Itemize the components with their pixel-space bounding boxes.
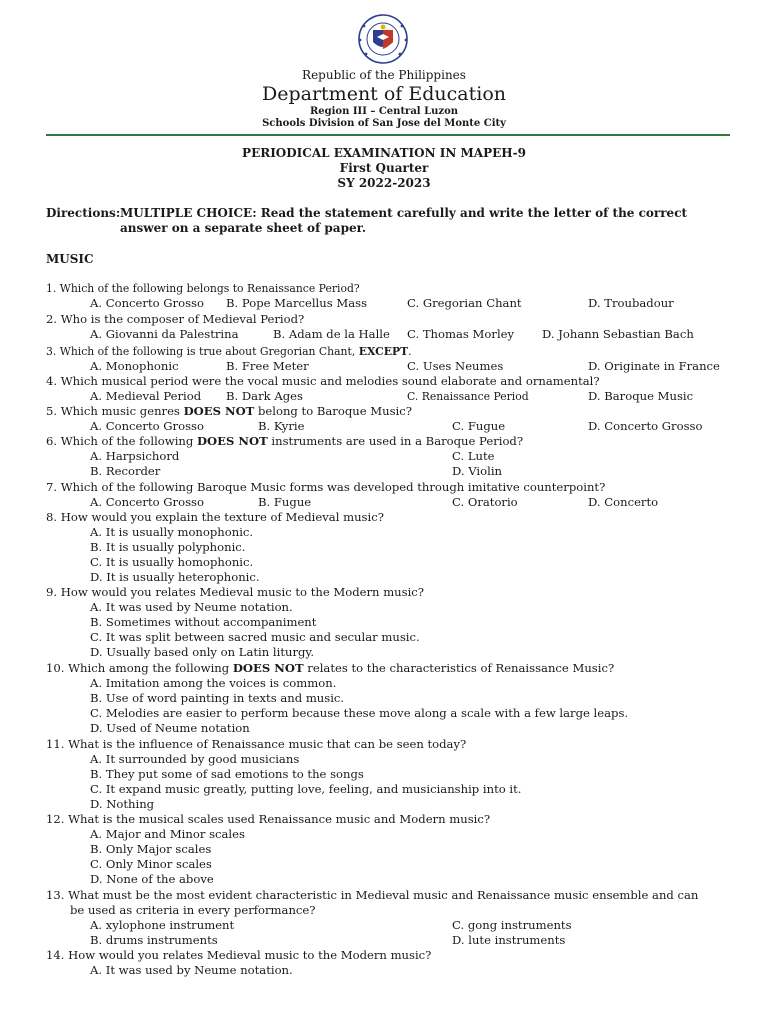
question-13: 13. What must be the most evident characteristic in Medieval music and Renaissance music ensemble and can [46,888,699,902]
q8-option-b: B. It is usually polyphonic. [90,540,246,554]
q4-option-a: A. Medieval Period [90,389,202,403]
directions-line-1 [46,206,687,220]
q3-text: 3. Which of the following is true about Gregorian Chant, [46,345,359,358]
q7-option-d: D. Concerto [588,495,659,509]
q8-option-c: C. It is usually homophonic. [90,555,254,569]
question-11: 11. What is the influence of Renaissance music that can be seen today? [46,737,467,751]
q10-text: 10. Which among the following [46,661,233,675]
q12-option-b: B. Only Major scales [90,842,212,856]
q5-option-d: D. Concerto Grosso [588,419,703,433]
q2-option-b: B. Adam de la Halle [273,327,390,341]
question-2: 2. Who is the composer of Medieval Period? [46,312,305,326]
deped-seal-logo [346,14,420,64]
q10-option-a: A. Imitation among the voices is common. [90,676,337,690]
q5-option-b: B. Kyrie [258,419,305,433]
q14-option-a: A. It was used by Neume notation. [90,963,293,977]
department-title: Department of Education [262,83,506,105]
question-8: 8. How would you explain the texture of Medieval music? [46,510,384,524]
q8-option-d: D. It is usually heterophonic. [90,570,260,584]
q1-option-b: B. Pope Marcellus Mass [226,296,368,310]
q1-option-c: C. Gregorian Chant [407,296,522,310]
q8-option-a: A. It is usually monophonic. [90,525,254,539]
question-7: 7. Which of the following Baroque Music forms was developed through imitative counterpoint? [46,480,606,494]
q5-emphasis: DOES NOT [183,404,255,418]
republic-line: Republic of the Philippines [302,68,466,82]
q6-end: instruments are used in a Baroque Period? [267,434,524,448]
q3-emphasis: EXCEPT [358,345,409,358]
q13-option-a: A. xylophone instrument [90,918,235,932]
q3-option-b: B. Free Meter [226,359,309,373]
q13-option-d: D. lute instruments [452,933,566,947]
question-3 [46,344,412,359]
q5-option-a: A. Concerto Grosso [90,419,204,433]
q2-option-d: D. Johann Sebastian Bach [542,327,694,341]
q6-emphasis: DOES NOT [197,434,268,448]
q3-option-a: A. Monophonic [90,359,179,373]
exam-title: PERIODICAL EXAMINATION IN MAPEH-9 [242,146,526,160]
q7-option-c: C. Oratorio [452,495,518,509]
q6-option-c: C. Lute [452,449,495,463]
question-1: 1. Which of the following belongs to Renaissance Period? [46,282,360,295]
question-9: 9. How would you relates Medieval music to the Modern music? [46,585,425,599]
q10-option-c: C. Melodies are easier to perform because these move along a scale with a few large leaps. [90,706,629,720]
region-line: Region III – Central Luzon [309,106,459,117]
q7-option-a: A. Concerto Grosso [90,495,204,509]
q10-end: relates to the characteristics of Renaissance Music? [303,661,615,675]
q2-option-a: A. Giovanni da Palestrina [90,327,239,341]
question-10 [46,661,614,676]
q12-option-d: D. None of the above [90,872,214,886]
q11-option-d: D. Nothing [90,797,155,811]
question-12: 12. What is the musical scales used Renaissance music and Modern music? [46,812,491,826]
exam-quarter: First Quarter [339,161,429,175]
question-4: 4. Which musical period were the vocal music and melodies sound elaborate and ornamental? [46,374,600,388]
q1-option-a: A. Concerto Grosso [90,296,204,310]
q5-end: belong to Baroque Music? [254,404,412,418]
q6-option-b: B. Recorder [90,464,161,478]
q12-option-c: C. Only Minor scales [90,857,212,871]
q6-option-a: A. Harpsichord [90,449,180,463]
question-13-continued: be used as criteria in every performance? [70,903,316,917]
directions-label: Directions: [46,206,121,220]
q11-option-c: C. It expand music greatly, putting love, feeling, and musicianship into it. [90,782,522,796]
q6-option-d: D. Violin [452,464,502,478]
q12-option-a: A. Major and Minor scales [90,827,245,841]
question-5 [46,404,412,419]
q9-option-c: C. It was split between sacred music and secular music. [90,630,420,644]
q10-emphasis: DOES NOT [232,661,304,675]
q11-option-a: A. It surrounded by good musicians [90,752,300,766]
q11-option-b: B. They put some of sad emotions to the songs [90,767,364,781]
q6-text: 6. Which of the following [46,434,197,448]
question-6 [46,434,523,449]
school-year: SY 2022-2023 [337,176,431,190]
q4-option-d: D. Baroque Music [588,389,694,403]
q10-option-d: D. Used of Neume notation [90,721,250,735]
q10-option-b: B. Use of word painting in texts and music. [90,691,345,705]
q1-option-d: D. Troubadour [588,296,674,310]
header-divider [46,134,730,136]
q5-option-c: C. Fugue [452,419,506,433]
q4-option-c: C. Renaissance Period [407,390,529,403]
q5-text: 5. Which music genres [46,404,184,418]
q13-option-b: B. drums instruments [90,933,218,947]
q9-option-a: A. It was used by Neume notation. [90,600,293,614]
q2-option-c: C. Thomas Morley [407,327,515,341]
q4-option-b: B. Dark Ages [226,389,303,403]
section-heading-music: MUSIC [46,252,94,266]
q7-option-b: B. Fugue [258,495,312,509]
q3-option-d: D. Originate in France [588,359,720,373]
q3-option-c: C. Uses Neumes [407,359,504,373]
q3-end: . [408,345,412,358]
q9-option-b: B. Sometimes without accompaniment [90,615,317,629]
q13-option-c: C. gong instruments [452,918,572,932]
division-line: Schools Division of San Jose del Monte City [262,118,506,129]
directions-text-1: MULTIPLE CHOICE: Read the statement carefully and write the letter of the correct [120,206,688,220]
q9-option-d: D. Usually based only on Latin liturgy. [90,645,315,659]
directions-line-2: answer on a separate sheet of paper. [120,221,366,235]
question-14: 14. How would you relates Medieval music to the Modern music? [46,948,432,962]
